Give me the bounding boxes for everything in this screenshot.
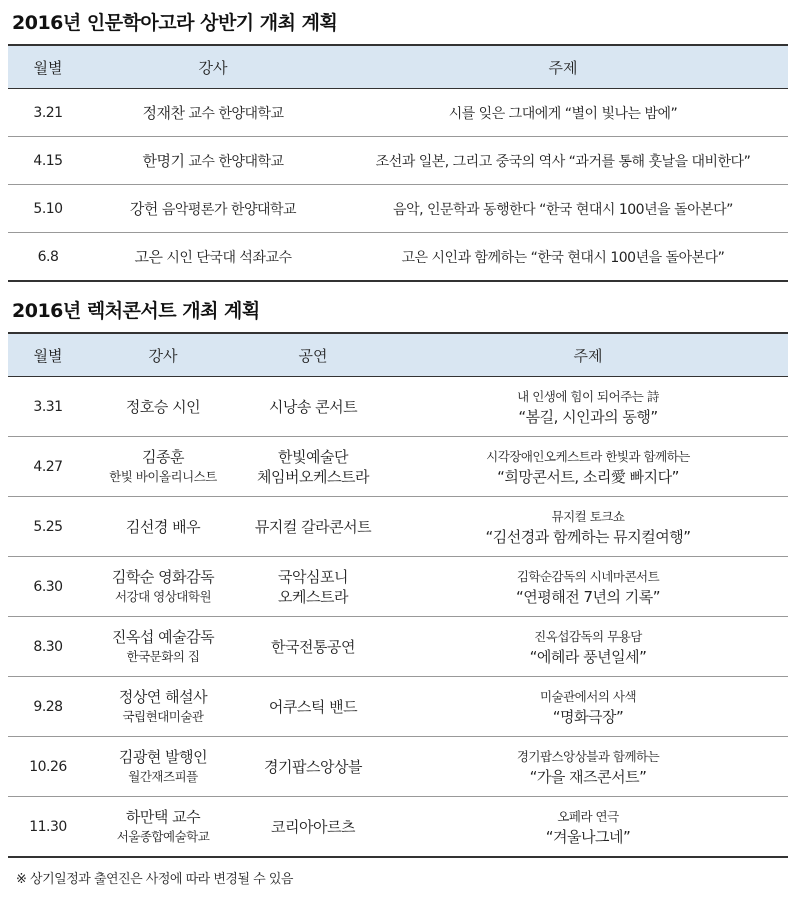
lecturer-name: 한명기	[142, 152, 185, 170]
plan2-body	[8, 377, 788, 858]
lecturer-line2: 서강대 영상대학원	[114, 588, 212, 604]
row-topic	[388, 797, 788, 858]
topic-line2: “연평해전 7년의 기록”	[515, 587, 661, 606]
row-date: 6.8	[8, 233, 88, 282]
row-lecturer	[88, 437, 238, 497]
row-topic	[388, 737, 788, 797]
header-month: 월별	[8, 45, 88, 89]
topic-line1: 뮤지컬 토크쇼	[551, 508, 625, 524]
topic-line2: “봄길, 시인과의 동행”	[518, 407, 658, 426]
topic-line2: “겨울나그네”	[545, 827, 631, 846]
topic-line1: 내 인생에 힘이 되어주는 詩	[517, 388, 659, 404]
table-row	[8, 437, 788, 497]
lecturer-name: 강헌	[129, 200, 158, 218]
row-date: 10.26	[8, 737, 88, 797]
topic-line1: 오페라 연극	[557, 808, 619, 824]
lecturer-name: 고은	[134, 248, 163, 266]
row-date: 11.30	[8, 797, 88, 858]
row-lecturer	[88, 737, 238, 797]
performance-line1: 시낭송 콘서트	[268, 397, 358, 416]
lecturer-line1: 김종훈	[142, 447, 184, 466]
plan1-body	[8, 89, 788, 282]
row-lecturer	[88, 617, 238, 677]
row-topic: 시를 잊은 그대에게 “별이 빛나는 밤에”	[338, 89, 788, 137]
row-date: 3.31	[8, 377, 88, 437]
topic-line1: 미술관에서의 사색	[539, 688, 637, 704]
row-lecturer	[88, 89, 338, 137]
performance-line1: 경기팝스앙상블	[264, 757, 362, 776]
row-topic: 고은 시인과 함께하는 “한국 현대시 100년을 돌아본다”	[338, 233, 788, 282]
row-lecturer	[88, 377, 238, 437]
performance-line2: 오케스트라	[278, 587, 348, 606]
page	[0, 8, 800, 887]
row-date: 4.27	[8, 437, 88, 497]
table-row	[8, 233, 788, 282]
table-row	[8, 137, 788, 185]
performance-line1: 한빛예술단	[278, 447, 348, 466]
row-performance	[238, 377, 388, 437]
plan2-header-row	[8, 333, 788, 377]
row-topic	[388, 557, 788, 617]
lecturer-role: 교수 한양대학교	[188, 106, 284, 122]
row-topic	[388, 617, 788, 677]
row-date: 9.28	[8, 677, 88, 737]
row-performance	[238, 617, 388, 677]
row-date: 3.21	[8, 89, 88, 137]
lecturer-line1: 하만택 교수	[125, 807, 201, 826]
plan1-header-row	[8, 45, 788, 89]
row-performance	[238, 557, 388, 617]
row-topic: 음악, 인문학과 동행한다 “한국 현대시 100년을 돌아본다”	[338, 185, 788, 233]
table-row	[8, 497, 788, 557]
header-month: 월별	[8, 333, 88, 377]
row-date: 6.30	[8, 557, 88, 617]
lecturer-line1: 김선경 배우	[125, 517, 201, 536]
row-date: 4.15	[8, 137, 88, 185]
row-lecturer	[88, 185, 338, 233]
plan2-table	[8, 332, 788, 858]
row-topic	[388, 677, 788, 737]
row-date: 8.30	[8, 617, 88, 677]
row-performance	[238, 677, 388, 737]
row-performance	[238, 437, 388, 497]
table-row	[8, 737, 788, 797]
table-row	[8, 377, 788, 437]
lecturer-line1: 정상연 해설사	[118, 687, 208, 706]
row-lecturer	[88, 497, 238, 557]
lecturer-name: 정재찬	[142, 104, 185, 122]
lecturer-role: 교수 한양대학교	[188, 154, 284, 170]
performance-line1: 어쿠스틱 밴드	[268, 697, 358, 716]
row-topic: 조선과 일본, 그리고 중국의 역사 “과거를 통해 훗날을 대비한다”	[338, 137, 788, 185]
header-performance: 공연	[238, 333, 388, 377]
header-lecturer: 강사	[88, 45, 338, 89]
row-performance	[238, 797, 388, 858]
row-date: 5.25	[8, 497, 88, 557]
lecturer-role: 시인 단국대 석좌교수	[166, 250, 292, 266]
topic-line2: “가을 재즈콘서트”	[529, 767, 647, 786]
topic-line1: 경기팝스앙상블과 함께하는	[516, 748, 660, 764]
lecturer-line2: 국립현대미술관	[122, 708, 204, 724]
topic-line2: “희망콘서트, 소리愛 빠지다”	[497, 467, 679, 486]
topic-line1: 시각장애인오케스트라 한빛과 함께하는	[486, 448, 690, 464]
topic-line2: “명화극장”	[552, 707, 624, 726]
plan1-table	[8, 44, 788, 282]
performance-line2: 체임버오케스트라	[257, 467, 369, 486]
performance-line1: 국악심포니	[278, 567, 348, 586]
row-lecturer	[88, 677, 238, 737]
row-topic	[388, 497, 788, 557]
row-lecturer	[88, 557, 238, 617]
lecturer-role: 음악평론가 한양대학교	[161, 202, 297, 218]
topic-line1: 김학순감독의 시네마콘서트	[516, 568, 660, 584]
row-lecturer	[88, 797, 238, 858]
row-topic	[388, 437, 788, 497]
footnote: ※ 상기일정과 출연진은 사정에 따라 변경될 수 있음	[16, 872, 293, 887]
topic-line2: “에헤라 풍년일세”	[529, 647, 647, 666]
lecturer-line1: 김학순 영화감독	[111, 567, 215, 586]
row-date: 5.10	[8, 185, 88, 233]
row-lecturer	[88, 137, 338, 185]
lecturer-line2: 월간재즈피플	[128, 768, 198, 784]
header-topic: 주제	[388, 333, 788, 377]
topic-line1: 진옥섭감독의 무용담	[534, 628, 642, 644]
performance-line1: 코리아아르츠	[271, 817, 355, 836]
row-lecturer	[88, 233, 338, 282]
table-row	[8, 557, 788, 617]
lecturer-line2: 한빛 바이올리니스트	[109, 468, 217, 484]
plan1-title: 2016년 인문학아고라 상반기 개최 계획	[12, 12, 338, 34]
row-topic	[388, 377, 788, 437]
topic-line2: “김선경과 함께하는 뮤지컬여행”	[485, 527, 691, 546]
lecturer-line1: 김광현 발행인	[118, 747, 208, 766]
table-row	[8, 185, 788, 233]
performance-line1: 뮤지컬 갈라콘서트	[254, 517, 372, 536]
table-row	[8, 797, 788, 858]
row-performance	[238, 497, 388, 557]
lecturer-line2: 한국문화의 집	[126, 648, 200, 664]
header-lecturer: 강사	[88, 333, 238, 377]
lecturer-line2: 서울종합예술학교	[116, 828, 210, 844]
table-row	[8, 89, 788, 137]
performance-line1: 한국전통공연	[271, 637, 355, 656]
table-row	[8, 677, 788, 737]
table-row	[8, 617, 788, 677]
row-performance	[238, 737, 388, 797]
plan2-title: 2016년 렉처콘서트 개최 계획	[12, 300, 260, 322]
header-topic: 주제	[338, 45, 788, 89]
lecturer-line1: 진옥섭 예술감독	[111, 627, 215, 646]
lecturer-line1: 정호승 시인	[125, 397, 201, 416]
